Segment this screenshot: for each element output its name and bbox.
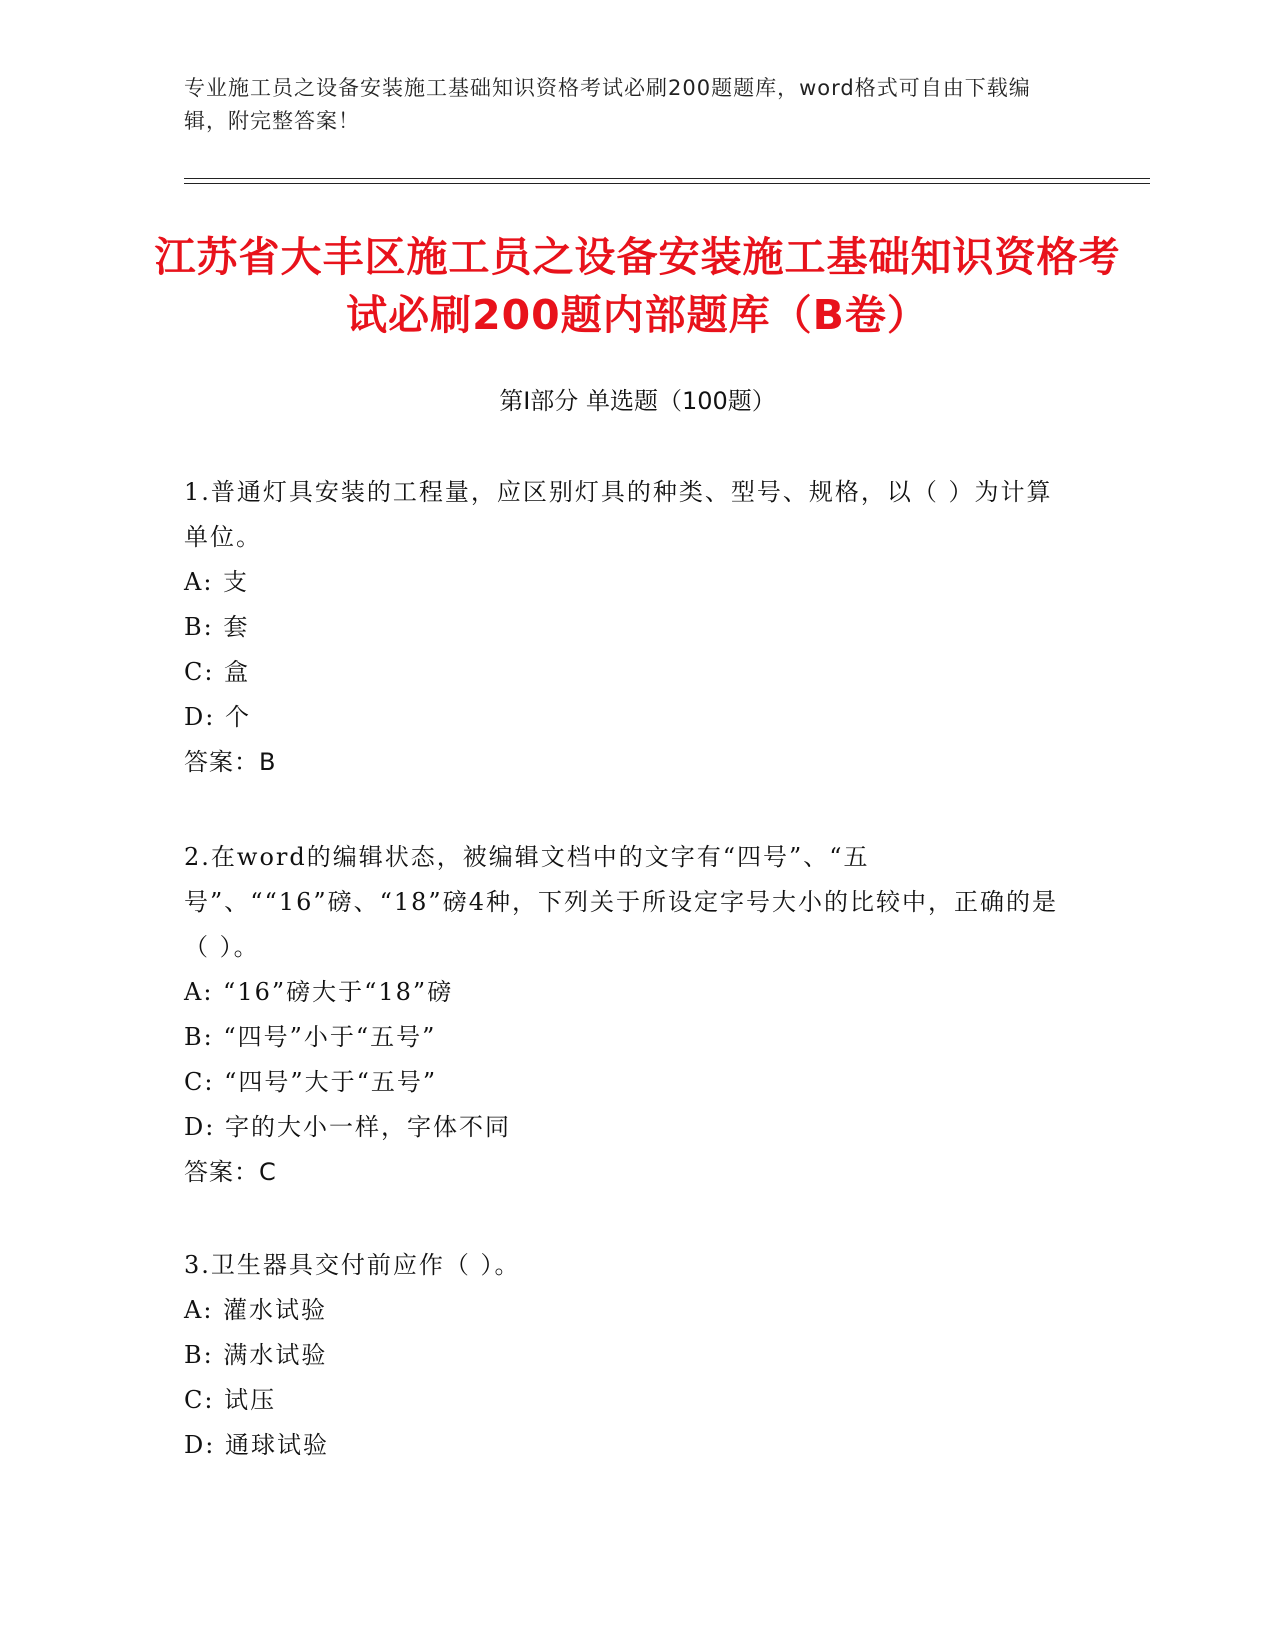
header-rule-top (184, 178, 1150, 179)
option-b: B: 满水试验 (184, 1341, 328, 1369)
section-title: 第Ⅰ部分 单选题（100题） (499, 387, 776, 415)
header-rule-bottom (184, 183, 1150, 184)
option-c: C: “四号”大于“五号” (184, 1068, 438, 1096)
question-stem: 1.普通灯具安装的工程量，应区别灯具的种类、型号、规格，以（ ）为计算单位。 (184, 478, 1053, 551)
option-b: B: 套 (184, 613, 250, 641)
option-a: A: 灌水试验 (184, 1296, 328, 1324)
option-c: C: 试压 (184, 1386, 277, 1414)
question-stem: 3.卫生器具交付前应作（ ）。 (184, 1251, 521, 1279)
option-b: B: “四号”小于“五号” (184, 1023, 437, 1051)
option-d: D: 通球试验 (184, 1431, 329, 1459)
option-d: D: 字的大小一样，字体不同 (184, 1113, 511, 1141)
header-note: 专业施工员之设备安装施工基础知识资格考试必刷200题题库，word格式可自由下载编辑，附完整答案！ (184, 76, 1031, 133)
question-3 (184, 1243, 1064, 1468)
question-1 (184, 470, 1064, 785)
option-a: A: 支 (184, 568, 250, 596)
document-title: 江苏省大丰区施工员之设备安装施工基础知识资格考试必刷200题内部题库（B卷） (154, 233, 1121, 339)
option-c: C: 盒 (184, 658, 251, 686)
question-2 (184, 835, 1064, 1195)
question-stem: 2.在word的编辑状态，被编辑文档中的文字有“四号”、“五号”、““16”磅、“18”磅4种，下列关于所设定字号大小的比较中，正确的是（ ）。 (184, 843, 1058, 961)
answer: 答案：C (184, 1158, 277, 1186)
option-a: A: “16”磅大于“18”磅 (184, 978, 454, 1006)
option-d: D: 个 (184, 703, 251, 731)
answer: 答案：B (184, 748, 277, 776)
